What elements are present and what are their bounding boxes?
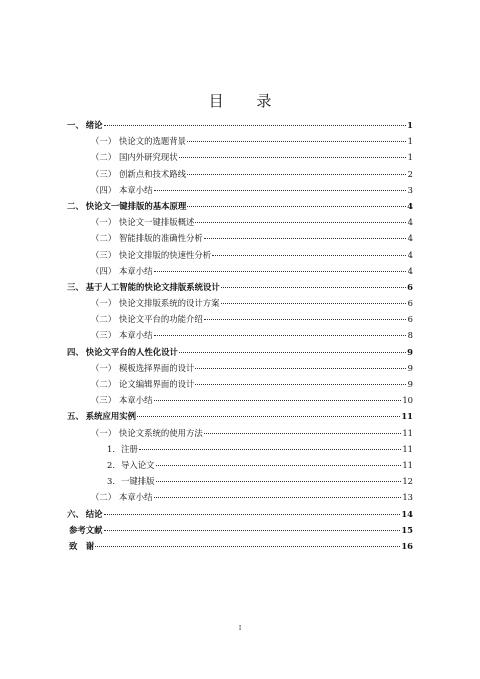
toc-entry-title: 一键排版 [121,476,155,487]
dot-leader [204,433,402,434]
dot-leader [195,368,406,369]
toc-entry-title: 致 谢 [69,540,95,551]
toc-entry-number: （二） [91,492,117,503]
toc-entry-title: 本章小结 [119,395,153,406]
toc-entry-title: 快论文排版的快速性分析 [119,249,212,260]
toc-entry-title: 快论文一键排版概述 [119,217,195,228]
toc-entry-title: 快论文的选题背景 [119,136,186,147]
toc-entry[interactable] [67,232,413,248]
toc-entry-number: 三、 [67,281,84,292]
toc-entry-page-number: 14 [401,508,413,519]
dot-leader [95,546,400,547]
dot-leader [156,465,402,466]
toc-entry-number: （一） [91,298,117,309]
toc-entry-title: 绪论 [85,120,103,130]
toc-entry[interactable] [67,524,413,540]
toc-entry[interactable] [67,475,413,491]
toc-entry[interactable] [67,135,413,151]
toc-entry-title: 快论文一键排版的基本原理 [85,200,187,211]
toc-entry-number: （二） [91,379,117,389]
dot-leader [204,319,406,320]
toc-entry-title: 本章小结 [119,330,153,341]
dot-leader [195,384,406,385]
toc-entry[interactable] [67,459,413,475]
toc-entry-page-number: 1 [407,120,413,130]
toc-entry-page-number: 10 [402,395,413,406]
dot-leader [137,416,400,417]
toc-entry-page-number: 13 [402,492,413,503]
dot-leader [156,481,402,482]
toc-entry-title: 智能排版的准确性分析 [119,233,203,244]
toc-entry[interactable] [67,265,413,281]
toc-entry-number: （二） [91,314,117,325]
dot-leader [212,255,406,256]
toc-entry-title: 快论文平台的功能介绍 [119,314,203,325]
toc-entry[interactable] [67,216,413,232]
toc-entry[interactable] [67,378,413,394]
toc-entry-number: （二） [91,233,117,244]
toc-entry-number: （一） [91,217,117,228]
toc-entry[interactable] [67,329,413,345]
toc-entry[interactable] [67,119,413,135]
toc-entry[interactable] [67,281,413,297]
toc-entry-title: 本章小结 [119,184,153,195]
toc-entry[interactable] [67,297,413,313]
toc-entry-number: （四） [91,184,117,195]
dot-leader [179,352,406,353]
dot-leader [154,400,402,401]
toc-entry-title: 本章小结 [119,492,153,503]
toc-entry[interactable] [67,346,413,362]
toc-entry-page-number: 6 [407,298,413,309]
toc-entry-page-number: 6 [407,281,413,292]
toc-entry-number: （一） [91,362,117,373]
toc-entry[interactable] [67,443,413,459]
dot-leader [187,206,406,207]
toc-entry-title: 导入论文 [121,459,155,470]
page-title: 目 录 [208,92,286,110]
toc-entry-number: 二、 [67,200,84,211]
dot-leader [154,497,402,498]
toc-entry[interactable] [67,394,413,410]
toc-entry-title: 国内外研究现状 [119,152,178,163]
dot-leader [204,238,406,239]
toc-entry-title: 论文编辑界面的设计 [119,379,195,389]
toc-entry[interactable] [67,168,413,184]
toc-entry-page-number: 9 [407,346,413,357]
toc-entry[interactable] [67,184,413,200]
dot-leader [104,125,407,126]
toc-entry-number: 五、 [67,411,84,422]
toc-entry[interactable] [67,200,413,216]
toc-entry-page-number: 11 [401,411,413,422]
toc-entry-title: 结论 [85,508,103,519]
dot-leader [221,287,406,288]
toc-entry-title: 快论文平台的人性化设计 [85,346,178,357]
table-of-contents [67,119,413,556]
dot-leader [154,271,407,272]
toc-entry-number: （二） [91,152,117,163]
toc-entry-number: 3. [107,476,115,487]
toc-entry-page-number: 4 [407,249,413,260]
toc-entry-page-number: 1 [407,136,413,147]
toc-entry-page-number: 9 [407,379,413,389]
dot-leader [104,530,401,531]
toc-entry-title: 快论文系统的使用方法 [119,427,203,438]
toc-entry[interactable] [67,151,413,167]
toc-entry-number: 六、 [67,508,84,519]
toc-entry[interactable] [67,313,413,329]
dot-leader [187,174,406,175]
toc-entry[interactable] [67,362,413,378]
toc-entry-number: （一） [91,136,117,147]
toc-entry-page-number: 6 [407,314,413,325]
toc-entry-number: （一） [91,427,117,438]
toc-entry-page-number: 2 [407,168,413,179]
toc-entry[interactable] [67,410,413,426]
dot-leader [104,514,401,515]
toc-entry[interactable] [67,540,413,556]
toc-entry-number: 一、 [67,120,84,130]
toc-entry-title: 基于人工智能的快论文排版系统设计 [85,281,220,292]
toc-entry-page-number: 15 [401,524,413,535]
dot-leader [154,335,407,336]
dot-leader [154,190,407,191]
toc-entry-number: 2. [107,459,115,470]
toc-entry-title: 模板选择界面的设计 [119,362,195,373]
toc-entry-number: 1. [107,443,115,454]
toc-entry-number: （三） [91,168,117,179]
toc-entry[interactable] [67,427,413,443]
toc-entry-title: 注册 [121,443,138,454]
toc-entry-page-number: 4 [407,217,413,228]
toc-entry[interactable] [67,249,413,265]
toc-entry-title: 系统应用实例 [85,411,136,422]
toc-entry-number: （三） [91,395,117,406]
dot-leader [221,303,407,304]
dot-leader [187,141,406,142]
toc-entry-number: （四） [91,265,117,276]
toc-entry-page-number: 12 [402,476,413,487]
toc-entry-page-number: 11 [402,443,413,454]
toc-entry-page-number: 16 [401,540,413,551]
toc-entry-page-number: 4 [407,265,413,276]
toc-entry-page-number: 3 [407,184,413,195]
toc-entry-page-number: 8 [407,330,413,341]
toc-entry-page-number: 1 [407,152,413,163]
dot-leader [195,222,406,223]
toc-entry-page-number: 11 [402,427,413,438]
toc-entry-page-number: 4 [407,200,413,211]
toc-entry-title: 创新点和技术路线 [119,168,186,179]
toc-entry-title: 快论文排版系统的设计方案 [119,298,220,309]
toc-entry[interactable] [67,508,413,524]
toc-entry-number: 四、 [67,346,84,357]
toc-entry-number: （三） [91,330,117,341]
toc-entry-page-number: 11 [402,459,413,470]
toc-entry-number: （三） [91,249,117,260]
toc-entry[interactable] [67,491,413,507]
toc-entry-page-number: 4 [407,233,413,244]
footer-page-number: I [238,625,242,632]
toc-entry-title: 参考文献 [69,524,103,535]
toc-entry-title: 本章小结 [119,265,153,276]
dot-leader [139,449,402,450]
dot-leader [179,157,406,158]
toc-entry-page-number: 9 [407,362,413,373]
